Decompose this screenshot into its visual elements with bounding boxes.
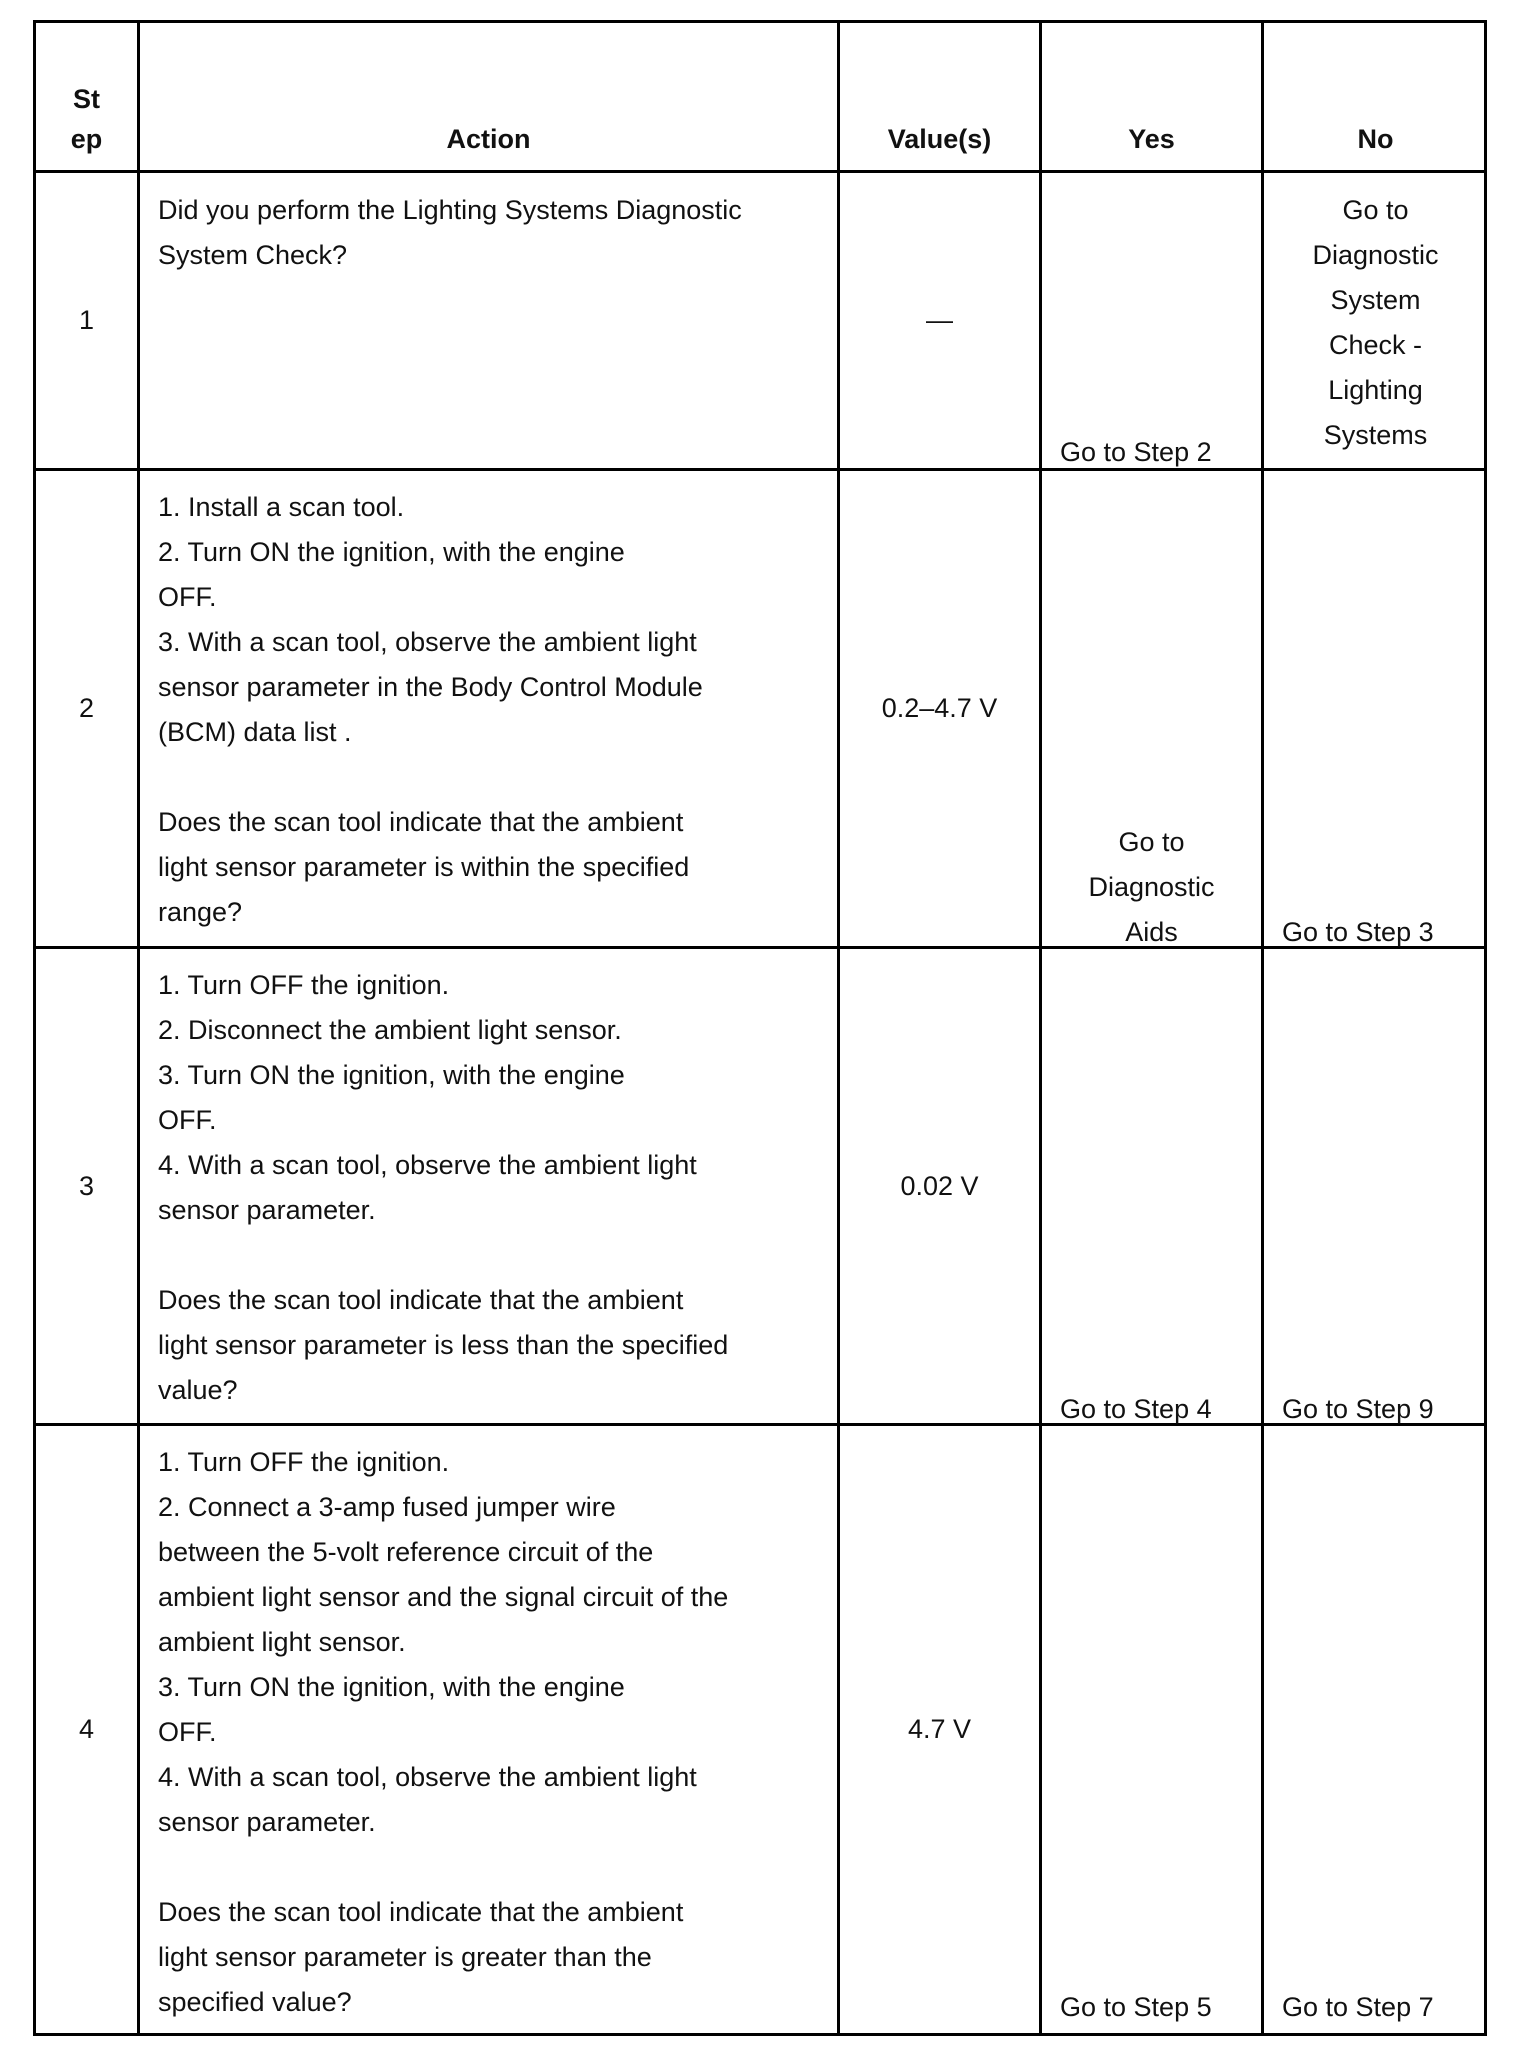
row-divider <box>36 170 1484 173</box>
yes-link[interactable]: Go to Step 2 <box>1060 437 1212 467</box>
no-link[interactable]: Go to Step 3 <box>1282 917 1434 947</box>
step-number <box>36 1426 137 2033</box>
no-link[interactable]: Go to Diagnostic System Check - Lighting Systems <box>1312 195 1439 450</box>
action-text: 1. Install a scan tool. 2. Turn ON the ignition, with the engine OFF. 3. With a scan tool, observe the ambient light sensor parameter in the Body Control Module (BCM) data list . Does the scan tool indicate that the ambient light sensor parameter is within the specified range? <box>158 492 703 927</box>
action-text: Did you perform the Lighting Systems Diagnostic System Check? <box>158 195 742 270</box>
step-number-text: 4 <box>78 1714 95 1744</box>
no-link[interactable]: Go to Step 9 <box>1282 1394 1434 1424</box>
yes-link[interactable]: Go to Step 4 <box>1060 1394 1212 1424</box>
yes-link[interactable]: Go to Diagnostic Aids <box>1088 827 1215 947</box>
action-text: 1. Turn OFF the ignition. 2. Disconnect the ambient light sensor. 3. Turn ON the ignition, with the engine OFF. 4. With a scan tool, observe the ambient light sensor parameter. Does the scan tool indicate that the ambient light sensor parameter is less than the specified value? <box>158 970 729 1405</box>
value-text-span: 4.7 V <box>907 1714 972 1744</box>
header-action: Action <box>446 124 531 154</box>
step-number-text: 2 <box>78 693 95 723</box>
step-number-text: 1 <box>78 305 95 335</box>
value-text-span: 0.02 V <box>900 1170 979 1201</box>
yes-link[interactable]: Go to Step 5 <box>1060 1992 1212 2022</box>
row-divider <box>36 468 1484 471</box>
step-number-text: 3 <box>78 1170 95 1201</box>
no-link[interactable]: Go to Step 7 <box>1282 1992 1434 2022</box>
header-no: No <box>1357 124 1394 154</box>
diagnostic-table <box>33 20 1487 2036</box>
header-yes: Yes <box>1128 124 1175 154</box>
value-text <box>840 949 1039 1423</box>
step-number <box>36 173 137 468</box>
action-text: 1. Turn OFF the ignition. 2. Connect a 3-amp fused jumper wire between the 5-volt reference circuit of the ambient light sensor and the signal circuit of the ambient light sensor. 3. Turn ON the ignition, with the engine OFF. 4. With a scan tool, observe the ambient light sensor parameter. Does the scan tool indicate that the ambient light sensor parameter is greater than the specified value? <box>158 1447 729 2017</box>
step-number <box>36 471 137 946</box>
value-text-span: — <box>926 305 953 335</box>
value-text-span: 0.2–4.7 V <box>881 693 998 723</box>
value-text <box>840 173 1039 468</box>
column-divider <box>1039 23 1042 2033</box>
value-text <box>840 1426 1039 2033</box>
header-step: St ep <box>70 84 103 154</box>
step-number <box>36 949 137 1423</box>
value-text <box>840 471 1039 946</box>
header-values: Value(s) <box>887 124 992 154</box>
